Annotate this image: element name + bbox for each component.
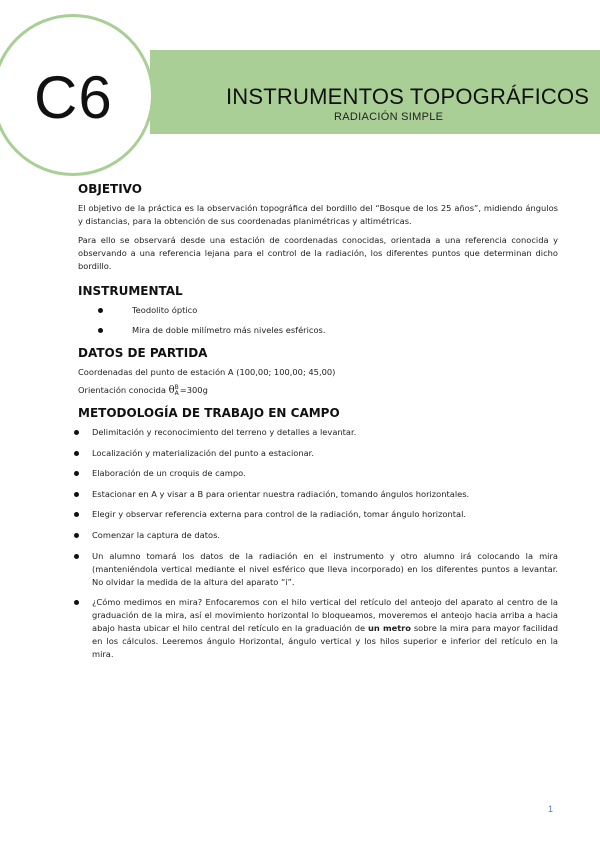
- list-item: Elegir y observar referencia externa para control de la radiación, tomar ángulo horizontal.: [74, 508, 558, 521]
- list-item: Comenzar la captura de datos.: [74, 529, 558, 542]
- list-item: Localización y materialización del punto a estacionar.: [74, 447, 558, 460]
- bullet-icon: [98, 308, 103, 313]
- heading-instrumental: INSTRUMENTAL: [78, 284, 183, 298]
- bullet-icon: [74, 554, 79, 559]
- list-item: Estacionar en A y visar a B para orientar nuestra radiación, tomando ángulos horizontales.: [74, 488, 558, 501]
- objetivo-paragraph-1: El objetivo de la práctica es la observación topográfica del bordillo del “Bosque de los 25 años”, midiendo ángulos y distancias, para la obtención de sus coordenadas planimétricas y altimétricas.: [78, 203, 558, 226]
- bullet-icon: [98, 328, 103, 333]
- bullet-icon: [74, 430, 79, 435]
- heading-metodologia: METODOLOGÍA DE TRABAJO EN CAMPO: [78, 406, 340, 420]
- instrumental-list: [78, 304, 558, 337]
- heading-objetivo: OBJETIVO: [78, 182, 142, 196]
- bullet-icon: [74, 512, 79, 517]
- chapter-label: C6: [34, 64, 113, 131]
- heading-datos: DATOS DE PARTIDA: [78, 346, 208, 360]
- list-item: Un alumno tomará los datos de la radiación en el instrumento y otro alumno irá colocando la mira (manteniéndola vertical mediante el nivel esférico que lleva incorporado) en los diferentes puntos a levantar. No olvidar la medida de la altura del aparato “i”.: [74, 550, 558, 589]
- document-body: [78, 180, 558, 669]
- list-item: Teodolito óptico: [78, 304, 558, 317]
- theta-symbol: θ: [168, 385, 175, 396]
- bullet-icon: [74, 471, 79, 476]
- orientation-text: Orientación conocida θ B A =300g: [78, 383, 208, 397]
- page-subtitle: RADIACIÓN SIMPLE: [334, 111, 444, 123]
- objetivo-paragraph-2: Para ello se observará desde una estación de coordenadas conocidas, orientada a una referencia conocida y observando a una referencia lejana para el control de la radiación, los diferentes puntos que determinan dicho bordillo.: [78, 235, 558, 271]
- theta-indices: B A: [174, 383, 179, 397]
- list-item: Delimitación y reconocimiento del terreno y detalles a levantar.: [74, 426, 558, 439]
- bullet-icon: [74, 533, 79, 538]
- coordinates-text: Coordenadas del punto de estación A (100,00; 100,00; 45,00): [78, 367, 336, 377]
- bullet-icon: [74, 451, 79, 456]
- metodologia-list: [74, 426, 558, 661]
- list-item: ¿Cómo medimos en mira? Enfocaremos con el hilo vertical del retículo del anteojo del aparato al centro de la graduación de la mira, así el movimiento horizontal lo bloqueamos, moveremos el anteojo hacia arriba a hacia abajo hasta ubicar el hilo central del retículo en la graduación de un metro sobre la mira para mayor facilidad en los cálculos. Leeremos ángulo Horizontal, ángulo vertical y los hilos superior e inferior del retículo en la mira.: [74, 596, 558, 661]
- list-item: Elaboración de un croquis de campo.: [74, 467, 558, 480]
- bullet-icon: [74, 600, 79, 605]
- page-number: 1: [548, 804, 554, 814]
- bullet-icon: [74, 492, 79, 497]
- list-item: Mira de doble milímetro más niveles esféricos.: [78, 324, 558, 337]
- page-title: INSTRUMENTOS TOPOGRÁFICOS: [226, 84, 590, 109]
